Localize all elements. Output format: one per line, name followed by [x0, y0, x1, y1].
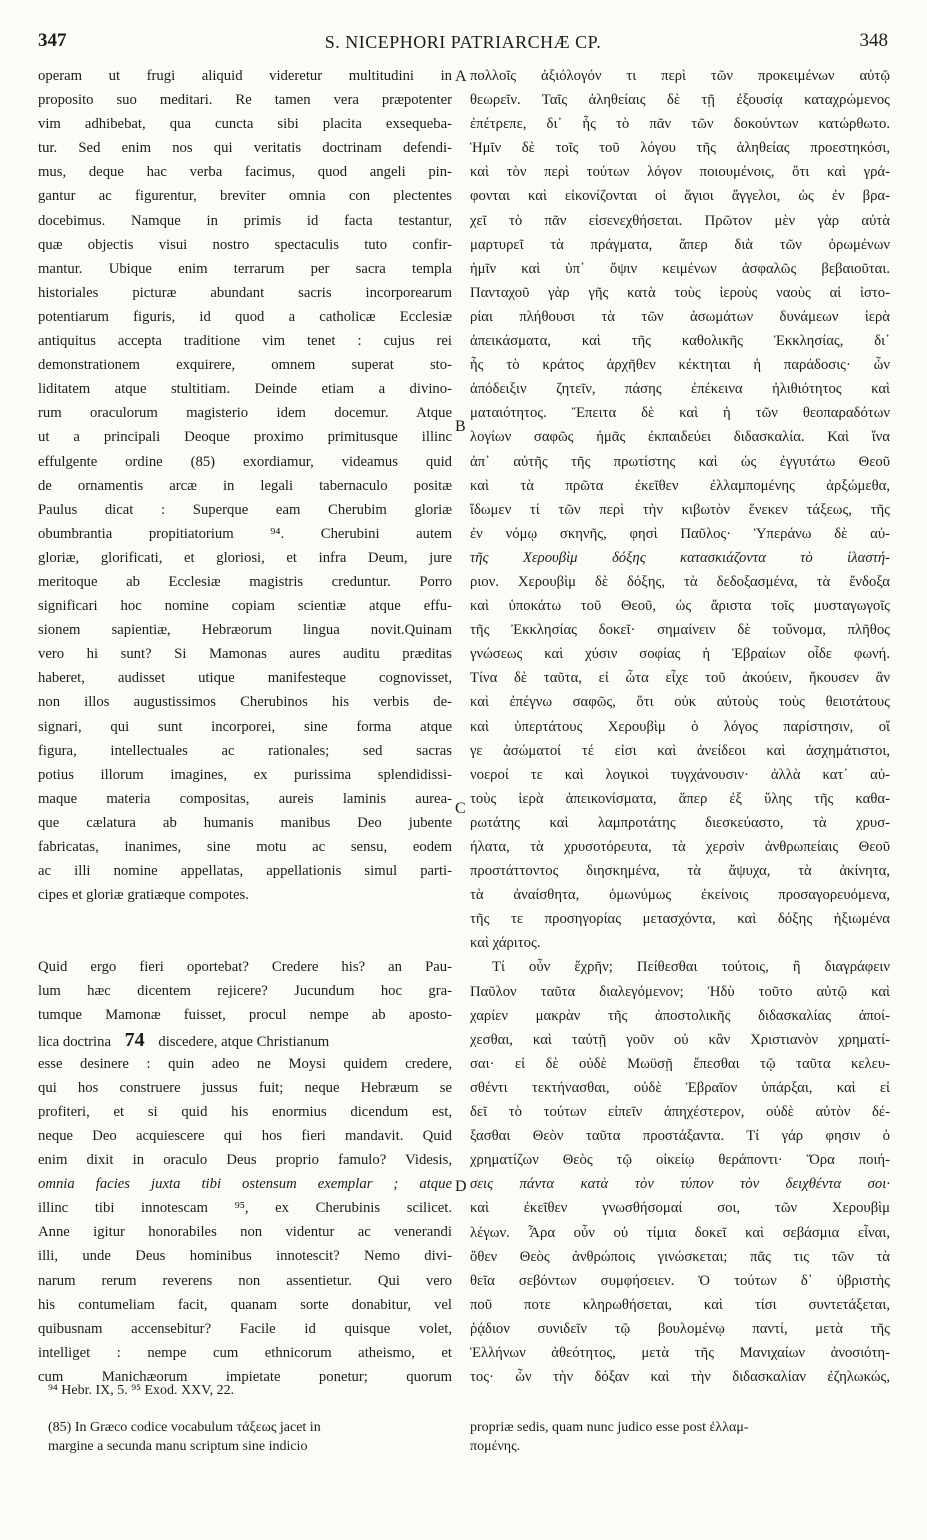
text-line: tur. Sed enim nos qui veritatis doctrinam defendi- — [38, 140, 452, 157]
text-line: signari, qui sunt incorporei, sine forma atque — [38, 718, 452, 735]
text-line: non illos augustissimos Cherubinos his verbis de- — [38, 694, 452, 711]
text-line: ut a principali Deoque proximo primitusque illinc — [38, 429, 452, 446]
text-line: νοεροί τε καὶ λογικοὶ τυγχάνουσιν· ἀλλὰ κατ᾽ αὐ- — [470, 766, 890, 783]
text-line: λέγων. Ἆρα οὖν οὐ τίμια δοκεῖ καὶ σεβάσμια εἶναι, — [470, 1224, 890, 1241]
text-line: haberet, audisset utique manifesteque cognovisset, — [38, 670, 452, 687]
text-line: καὶ χάριτος. — [470, 935, 541, 952]
page-number-right: 348 — [859, 30, 888, 51]
text-line: rum oraculorum magisterio idem docemur. Atque — [38, 405, 452, 422]
text-line: figura, intellectuales ac rationales; sed sacras — [38, 742, 452, 759]
text-line: vim adhibebat, qua cuncta sibi placita exsequeba- — [38, 116, 452, 133]
text-line: τοὺς ἱερὰ ἀπεικονίσματα, ἅπερ ἐξ ὕλης τῆς καθα- — [470, 790, 890, 807]
latin-column — [38, 64, 452, 1389]
text-line: σεις πάντα κατὰ τὸν τύπον τὸν δειχθέντα σοι· — [470, 1176, 890, 1193]
text-line: narum rerum reverens non assentietur. Qui vero — [38, 1272, 452, 1289]
text-line: θεωρεῖν. Ταῖς ἀληθείαις δὲ τῇ ἐξουσίᾳ καταχρώμενος — [470, 92, 890, 109]
running-title: S. NICEPHORI PATRIARCHÆ CP. — [324, 32, 602, 52]
text-line: τῆς Ἐκκλησίας δοκεῖ· σημαίνειν δὲ τοὔνομα, πλῆθος — [470, 622, 890, 639]
text-line: Τίνα δὲ ταῦτα, εἰ ὦτα εἶχε τοῦ ἀκούειν, ἤκουσεν ἂν — [470, 670, 890, 687]
text-line: de ornamentis arcæ in legali tabernaculo positæ — [38, 477, 452, 494]
text-line: ἐπέτρεπε, δι᾽ ἧς τὸ πᾶν τῶν δοκούντων κατώρθωτο. — [470, 116, 890, 133]
text-line: καὶ ὑποκάτω τοῦ Θεοῦ, ὡς ἄριστα τοῖς μυσταγωγοῖς — [470, 598, 890, 615]
text-line: καὶ τὰ πρῶτα ἐκεῖθεν ἐλλαμπομένης ἀρξώμεθα, — [470, 477, 890, 494]
text-line: Anne igitur honorabiles non videntur ac venerandi — [38, 1224, 452, 1241]
text-line: θεῖα σεβόντων συμφήσειεν. Ὁ τούτων δ᾽ ὑβριστὴς — [470, 1272, 890, 1289]
text-line: illinc tibi innotescam ⁹⁵, ex Cherubinis scilicet. — [38, 1200, 452, 1217]
text-line: Ἡμῖν δὲ τοῖς τοῦ λόγου τῆς ἀληθείας προεστηκόσι, — [470, 140, 890, 157]
text-line: qui hos construere jussus fuit; neque Hebræum se — [38, 1079, 452, 1096]
text-line: ρίαι πλήθουσι τὰ τῶν ἀσωμάτων δυνάμεων ἱερὰ — [470, 308, 890, 325]
text-line: χεῖ τὸ πᾶν εἰσενεχθήσεται. Πρῶτον μὲν γὰρ αὐτὰ — [470, 212, 890, 229]
text-line: quæ objectis visui nostro spectaculis tuto confir- — [38, 236, 452, 253]
text-line: cum Manichæorum impietate ponetur; quorum — [38, 1368, 452, 1385]
editor-note-left: (85) In Græco codice vocabulum τάξεως jacet in margine a secunda manu scriptum sine indicio — [48, 1420, 321, 1454]
text-line: significari hoc nomine copiam scientiæ atque effu- — [38, 598, 452, 615]
text-line: proposito suo meditari. Re tamen vera præpotenter — [38, 92, 452, 109]
text-line: Τί οὖν ἔχρῆν; Πείθεσθαι τούτοις, ἢ διαγράφειν — [492, 959, 890, 976]
text-line: tumque Mamonæ fuisset, procul nempe ab aposto- — [38, 1007, 452, 1024]
text-line: καὶ τὸν περὶ τούτων λόγον ποιουμένοις, ὅτι καὶ γρά- — [470, 164, 890, 181]
text-line: Παῦλον ταῦτα διαλεγόμενον; Ἡδὺ τοῦτο αὐτῷ καὶ — [470, 983, 890, 1000]
text-line: ριον. Χερουβὶμ δὲ δόξης, τὰ δεδοξασμένα, τὰ ἔνδοξα — [470, 573, 890, 590]
text-line: ὅθεν Θεὸς ἀνθρώποις γινώσκεται; πᾶς τις τῶν τὰ — [470, 1248, 890, 1265]
text-line: mus, deque hac verba facimus, quod angeli pin- — [38, 164, 452, 181]
text-line: ἧς τὸ κράτος ἀρχῆθεν κέκτηται ἡ παράδοσις· ὧν — [470, 357, 890, 374]
text-line: cipes et gloriæ gratiæque compotes. — [38, 887, 249, 904]
text-line: ήλατα, τὰ χρυσοτόρευτα, τὰ χερσὶν ἀνθρωπείαις Θεοῦ — [470, 839, 890, 855]
text-line: Ἑλλήνων ἀθεότητος, μετὰ τῆς Μανιχαίων ἀνοσιότη- — [470, 1344, 890, 1361]
text-line: que cælatura ab humanis manibus Deo jubente — [38, 814, 452, 831]
latin-paragraph-1 — [38, 64, 452, 907]
text-line: τὰ ἀναίσθητα, ὁμωνύμως ἐκείνοις προσαγορευόμενα, — [470, 887, 890, 904]
text-line: ἀπεικάσματα, καὶ τῆς καθολικῆς Ἐκκλησίας, δι᾽ — [470, 333, 890, 350]
text-line: χεσθαι, καὶ ταὐτῇ γοῦν οὐ κἂν Χριστιανὸν χρηματί- — [470, 1031, 890, 1048]
text-line: his contumeliam facit, quanam sorte donabitur, vel — [38, 1296, 452, 1313]
text-line: ξασθαι Θεὸν ταῦτα προστάξαντα. Τί γάρ φησιν ὁ — [470, 1128, 890, 1145]
text-line: maque materia compositas, aureis laminis aurea- — [38, 790, 452, 807]
text-line: obumbrantia propitiatorium ⁹⁴. Cherubini autem — [38, 525, 452, 542]
text-line: καὶ ὑπερτάτους Χερουβὶμ ὁ λόγος παρίστησιν, οἵ — [470, 718, 890, 735]
section-marker-a: A — [455, 68, 467, 85]
text-line: operam ut frugi aliquid videretur multitudini in — [38, 68, 452, 84]
editor-note-right: propriæ sedis, quam nunc judico esse post ἐλλαμ- πομένης. — [470, 1420, 749, 1454]
text-line: Quid ergo fieri oportebat? Credere his? an Pau- — [38, 959, 452, 976]
section-marker-b: B — [455, 418, 466, 435]
text-line: gloriæ, glorificati, et gloriosi, et infra Deum, jure — [38, 549, 452, 566]
text-line: ἀπ᾽ αὐτῆς τῆς πρωτίστης καὶ ὡς ἐγγυτάτω Θεοῦ — [470, 453, 890, 470]
text-line: neque Deo acquiescere qui hos fieri mandavit. Quid — [38, 1127, 452, 1144]
greek-column — [470, 64, 890, 1389]
page-header — [38, 30, 888, 56]
text-line: μαρτυρεῖ τὰ πράγματα, ἅπερ διὰ τῶν ὁρωμένων — [470, 236, 890, 253]
text-line: Πανταχοῦ γὰρ γῆς κατὰ τοὺς ἱεροὺς ναοὺς αἱ ἱστο- — [470, 284, 890, 301]
text-line: demonstrationem exquirere, omnem superat sto- — [38, 357, 452, 374]
text-line: φονται καὶ εἰκονίζονται οἱ ἅγιοι ἄγγελοι, ὡς ἐν βρα- — [470, 188, 890, 205]
section-marker-d: D — [455, 1178, 467, 1195]
text-line: καὶ ἐπέγνω σαφῶς, ὅτι οὐκ αὐτοὺς τοὺς θειοτάτους — [470, 694, 890, 711]
text-line: ac illi nomine appellatas, appellationis simul parti- — [38, 863, 452, 880]
text-line: lum hæc dicentem rejicere? Jucundum hoc gra- — [38, 983, 452, 1000]
text-line: mantur. Ubique enim terrarum per sacra templa — [38, 260, 452, 277]
text-line: χρηματίζων Θεὸς τῷ οἰκείῳ θεράποντι· Ὅρα ποιή- — [470, 1152, 890, 1169]
text-line: ματαιότητος. Ἔπειτα δὲ καὶ ἡ τῶν θεοπαραδότων — [470, 405, 890, 422]
text-line: πολλοῖς ἀξιόλογόν τι περὶ τῶν προκειμένων αὐτῷ — [470, 68, 890, 84]
text-line: fabricatas, inanimes, sine motu ac sensu, eodem — [38, 839, 452, 855]
text-line: χαρίεν μακρὰν τῆς ἀποστολικῆς διδασκαλίας ἀποί- — [470, 1007, 890, 1024]
text-line: historiales picturæ abundant sacris incorporearum — [38, 284, 452, 301]
text-line: ρωτάτης καὶ λαμπροτάτης διεσκεύαστο, τὰ χρυσ- — [470, 814, 890, 831]
text-line: docebimus. Namque in primis id facta testantur, — [38, 212, 452, 229]
text-line: antiquitus accepta traditione vim tenet : cujus rei — [38, 333, 452, 350]
text-line: τῆς τε προσηγορίας μετασχόντα, καὶ δόξης ἠξιωμένα — [470, 911, 890, 928]
page-number-left: 347 — [38, 30, 67, 51]
section-marker-c: C — [455, 800, 466, 817]
text-line: σθέντι τεκτήνασθαι, οὐδὲ Ἑβραῖον ὑπάρξαι, καὶ εἰ — [470, 1079, 890, 1096]
text-line: profiteri, et si quid his enormius dicendum est, — [38, 1103, 452, 1120]
text-line: σαι· εἰ δὲ οὐδὲ Μωϋσῇ ἔπεσθαι τῷ ταῦτα κελευ- — [470, 1055, 890, 1072]
text-line: Paulus dicat : Superque eam Cherubim gloriæ — [38, 501, 452, 518]
text-line: enim dixit in oraculo Deus proprio famulo? Videsis, — [38, 1152, 452, 1169]
text-line: ῥᾴδιον συνιδεῖν τῷ βουλομένῳ παντί, μετὰ τῆς — [470, 1320, 890, 1337]
latin-paragraph-2 — [38, 955, 452, 1389]
text-line: potentiarum figuris, id quod a catholicæ Ecclesiæ — [38, 308, 452, 325]
text-line: illi, unde Deus hominibus innotescit? Nemo divi- — [38, 1248, 452, 1265]
text-line: τος· ὧν τὴν δόξαν καὶ τὴν διδασκαλίαν ἐζηλωκώς, — [470, 1369, 890, 1386]
text-line: lica doctrina 74 discedere, atque Christianum — [38, 1028, 330, 1051]
text-line: προστάττοντος διησκημένα, τὰ ἄψυχα, τὰ ἀκίνητα, — [470, 863, 890, 880]
text-line: τῆς Χερουβὶμ δόξης κατασκιάζοντα τὸ ἱλαστή- — [470, 549, 890, 566]
text-line: ἴδωμεν τί τῶν περὶ τὴν κιβωτὸν ἕνεκεν τάξεως, τῆς — [470, 501, 890, 518]
text-line: potius illorum imagines, ex purissima splendidissi- — [38, 766, 452, 783]
text-line: sionem sapientiæ, Hebræorum lingua novit.Quinam — [38, 622, 452, 639]
text-line: ἡμῖν καὶ ὑπ᾽ ὄψιν κειμένων ἀσφαλῶς βεβαιοῦται. — [470, 260, 890, 277]
text-line: γνώσεως καὶ χύσιν σοφίας ἡ Ἑβραίων οἶδε φωνή. — [470, 646, 890, 663]
text-line: omnia facies juxta tibi ostensum exemplar ; atque — [38, 1176, 452, 1193]
text-line: ἀπόδειξιν ζητεῖν, πάσης ἐπέκεινα ἠλιθιότητος καὶ — [470, 381, 890, 398]
text-line: δεῖ τὸ τούτων εἰπεῖν ἀπηχέστερον, οὐδὲ αὐτὸν δέ- — [470, 1104, 890, 1121]
column-number: 74 — [124, 1028, 145, 1051]
text-line: quibusnam accensebitur? Facile id quisque volet, — [38, 1320, 452, 1337]
text-line: gantur ac figurentur, breviter omnia con plectentes — [38, 188, 452, 205]
text-line: meritoque ab Ecclesiæ magistris creduntur. Porro — [38, 573, 452, 590]
text-line: liditatem atque stultitiam. Deinde etiam a divino- — [38, 381, 452, 398]
text-line: effulgente ordine (85) exordiamur, videamus quid — [38, 453, 452, 470]
text-line: γε ἀσώματοί τέ εἰσι καὶ ἀνείδεοι καὶ ἀσχημάτιστοι, — [470, 742, 890, 759]
text-line: λογίων σαφῶς ἡμᾶς ἐκπαιδεύει διδασκαλία. Καὶ ἵνα — [470, 429, 890, 446]
text-line: intelliget : nempe cum ethnicorum atheismo, et — [38, 1344, 452, 1361]
text-line: καὶ ἐκεῖθεν γνωσθήσομαί σοι, τῶν Χερουβὶμ — [470, 1200, 890, 1217]
text-line: ποῦ ποτε κληρωθήσεται, καὶ τίσι συντετάξεται, — [470, 1296, 890, 1313]
text-line: vero hi sunt? Si Mamonas aures auditu præditas — [38, 646, 452, 663]
text-line: esse desinere : quin adeo ne Moysi quidem credere, — [38, 1055, 452, 1072]
footnote-references: ⁹⁴ Hebr. IX, 5. ⁹⁵ Exod. XXV, 22. — [48, 1383, 235, 1398]
text-line: ἐν νόμῳ σκηνῆς, φησὶ Παῦλος· Ὑπεράνω δὲ αὐ- — [470, 525, 890, 542]
